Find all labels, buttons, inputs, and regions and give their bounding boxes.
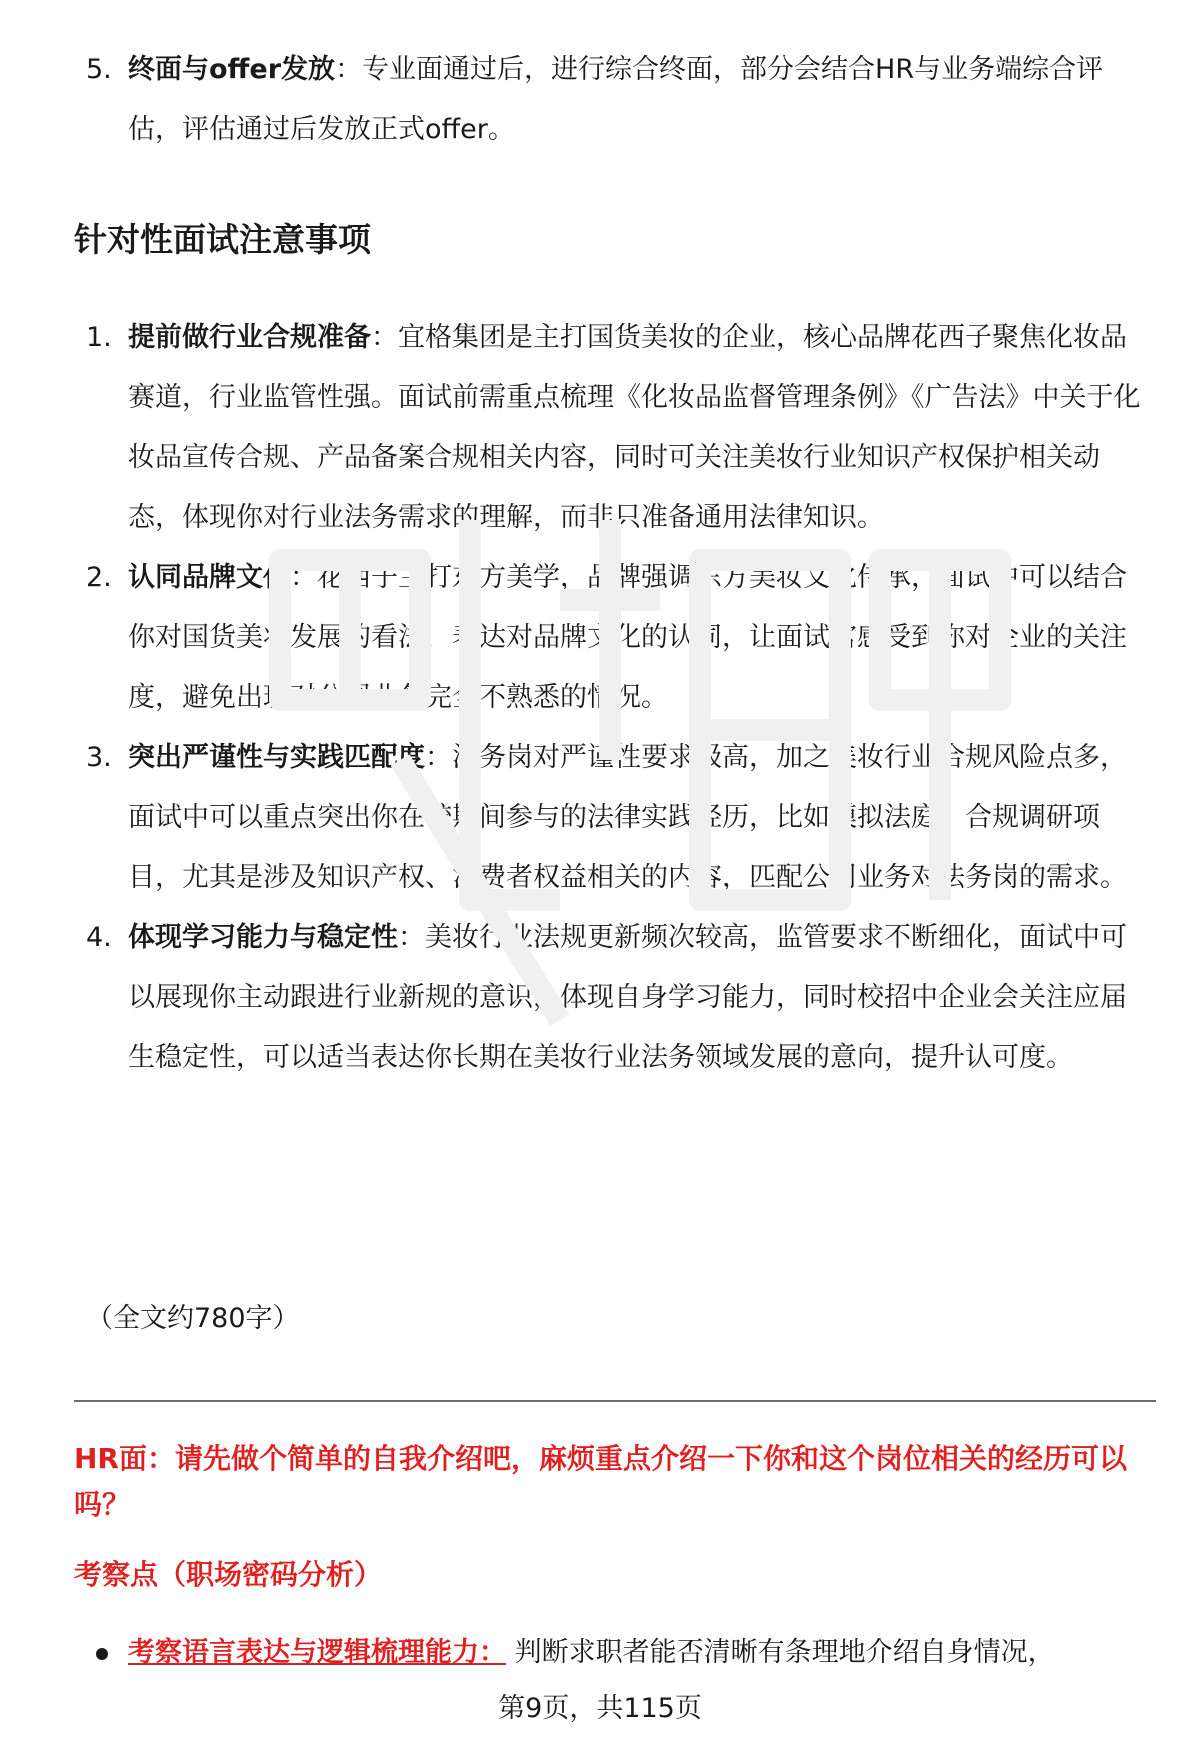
- list-item: [74, 1628, 1156, 1678]
- hr-question: HR面：请先做个简单的自我介绍吧，麻烦重点介绍一下你和这个岗位相关的经历可以吗？: [74, 1442, 1127, 1521]
- list-item-title: 体现学习能力与稳定性: [128, 922, 398, 953]
- bullet-text: 判断求职者能否清晰有条理地介绍自身情况，: [506, 1637, 1055, 1668]
- tips-list: [74, 308, 1144, 1088]
- horizontal-divider: [74, 1400, 1156, 1402]
- list-item: [74, 40, 1144, 160]
- list-number: 2.: [86, 562, 112, 593]
- list-item-text: ：专业面通过后，进行综合终面，部分会结合HR与业务端综合评估，评估通过后发放正式offer。: [128, 54, 1104, 145]
- section-heading: 针对性面试注意事项: [74, 220, 371, 259]
- word-count-note: （全文约780字）: [86, 1303, 300, 1334]
- page-footer: 第9页，共115页: [498, 1693, 702, 1724]
- list-item: [74, 908, 1144, 1088]
- list-item-title: 认同品牌文化: [128, 562, 290, 593]
- analysis-bullet-list: [74, 1628, 1156, 1678]
- list-item: [74, 548, 1144, 728]
- bullet-lead: 考察语言表达与逻辑梳理能力：: [128, 1637, 506, 1668]
- list-number: 5.: [86, 54, 112, 85]
- list-number: 3.: [86, 742, 112, 773]
- list-item-title: 提前做行业合规准备: [128, 322, 371, 353]
- list-item-text: ：花西子主打东方美学，品牌强调东方美妆文化传承，面试中可以结合你对国货美妆发展的看法，表达对品牌文化的认同，让面试官感受到你对企业的关注度，避免出现对公司业务完全不熟悉的情况。: [128, 562, 1127, 713]
- analysis-heading: 考察点（职场密码分析）: [74, 1558, 383, 1591]
- list-number: 1.: [86, 322, 112, 353]
- process-list: [74, 40, 1144, 160]
- bullet-dot-icon: [96, 1648, 108, 1660]
- list-item: [74, 728, 1144, 908]
- list-item-text: ：宜格集团是主打国货美妆的企业，核心品牌花西子聚焦化妆品赛道，行业监管性强。面试前需重点梳理《化妆品监督管理条例》《广告法》中关于化妆品宣传合规、产品备案合规相关内容，同时可关注美妆行业知识产权保护相关动态，体现你对行业法务需求的理解，而非只准备通用法律知识。: [128, 322, 1141, 533]
- list-item: [74, 308, 1144, 548]
- list-number: 4.: [86, 922, 112, 953]
- list-item-title: 终面与offer发放: [128, 54, 336, 85]
- list-item-text: ：美妆行业法规更新频次较高，监管要求不断细化，面试中可以展现你主动跟进行业新规的意识，体现自身学习能力，同时校招中企业会关注应届生稳定性，可以适当表达你长期在美妆行业法务领域发展的意向，提升认可度。: [128, 922, 1127, 1073]
- list-item-text: ：法务岗对严谨性要求极高，加之美妆行业合规风险点多，面试中可以重点突出你在校期间参与的法律实践经历，比如模拟法庭、合规调研项目，尤其是涉及知识产权、消费者权益相关的内容，匹配公司业务对法务岗的需求。: [128, 742, 1127, 893]
- list-item-title: 突出严谨性与实践匹配度: [128, 742, 425, 773]
